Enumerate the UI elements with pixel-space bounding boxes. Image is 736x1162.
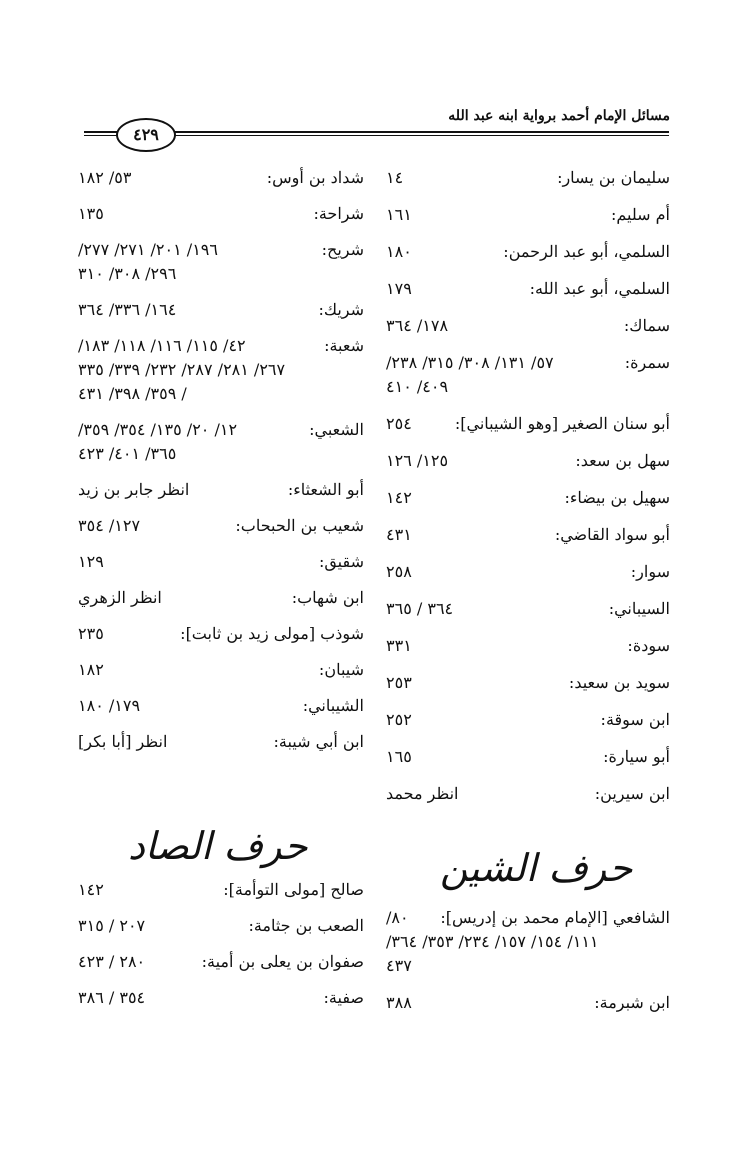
entry-name: السلمي، أبو عبد الرحمن: [503,242,670,261]
index-entry [386,203,670,227]
index-entry [78,950,364,974]
entry-page-refs: ١٤٢ [78,880,104,899]
entry-page-refs: ١٣٥ [78,204,104,223]
index-entry [78,334,364,406]
index-entry [78,658,364,682]
entry-page-refs: ٣٣١ [386,636,412,655]
index-entry [386,745,670,769]
entry-page-refs: ١٧٩ [386,279,412,298]
entry-name: شراحة: [313,204,364,223]
entry-page-refs: ٢٠٧ / ٣١٥ [78,916,146,935]
index-entry [78,622,364,646]
entry-name: سويد بن سعيد: [568,673,670,692]
entry-name: سليمان بن يسار: [557,168,670,187]
entry-page-refs: ٥٣/ ١٨٢ [78,168,132,187]
entry-name: أبو الشعثاء: [287,480,364,499]
index-entry [78,514,364,538]
entry-page-refs-continued: ٤٣٧ [386,956,412,975]
index-entry [78,550,364,574]
index-entry [78,878,364,902]
right-column [386,166,670,819]
index-entry [386,523,670,547]
entry-page-refs: ١٤ [386,168,404,187]
entry-name: الصعب بن جثامة: [248,916,364,935]
entry-page-refs: ٢٥٨ [386,562,412,581]
entry-name: شوذب [مولى زيد بن ثابت]: [180,624,364,643]
entry-name: ابن سوقة: [600,710,670,729]
index-entry [386,240,670,264]
entry-page-refs: ٨٠/ [386,908,409,927]
entry-name: سمرة: [624,353,670,372]
entry-name: أم سليم: [610,205,670,224]
entry-name: صفية: [323,988,364,1007]
entry-page-refs: ١٧٩/ ١٨٠ [78,696,141,715]
entry-page-refs: ١٢٩ [78,552,104,571]
entry-page-refs: ٣٦٤ / ٣٦٥ [386,599,454,618]
index-entry [78,166,364,190]
section-title-sheen: حرف الشين [440,846,633,890]
entry-name: أبو سواد القاضي: [554,525,670,544]
index-entry [78,238,364,286]
index-entry [386,449,670,473]
entry-page-refs: ٢٥٤ [386,414,412,433]
entry-name: سوار: [630,562,670,581]
entry-page-refs: ١٢٥/ ١٢٦ [386,451,449,470]
entry-page-refs: ١٨٢ [78,660,104,679]
entry-page-refs: ١٩٦/ ٢٠١/ ٢٧١/ ٢٧٧/ [78,240,218,259]
entry-page-refs: ٥٧/ ١٣١/ ٣٠٨/ ٣١٥/ ٢٣٨/ [386,353,554,372]
index-entry [78,914,364,938]
entry-name: سودة: [627,636,670,655]
index-entry [386,671,670,695]
entry-name: الشيباني: [302,696,364,715]
entry-name: صالح [مولى التوأمة]: [223,880,364,899]
entry-name: سهيل بن بيضاء: [564,488,670,507]
index-entry [78,586,364,610]
entry-page-refs: ٣٨٨ [386,993,412,1012]
entry-page-refs-continued: ٢٩٦/ ٣٠٨/ ٣١٠ [78,264,177,283]
entry-name: أبو سنان الصغير [وهو الشيباني]: [454,414,670,433]
index-entry [386,560,670,584]
entry-page-refs: انظر الزهري [78,588,162,607]
left-column [78,166,364,766]
entry-name: شداد بن أوس: [266,168,364,187]
entry-page-refs-continued: ٤٠٩/ ٤١٠ [386,377,449,396]
entry-name: ابن أبي شيبة: [273,732,364,751]
index-entry [386,486,670,510]
entry-page-refs: ٢٥٢ [386,710,412,729]
index-entry [78,298,364,322]
entry-name: شيبان: [318,660,364,679]
entry-name: شريح: [321,240,364,259]
entry-name: ابن شبرمة: [594,993,670,1012]
index-entry [386,597,670,621]
entry-name: سهل بن سعد: [575,451,670,470]
entry-page-refs-continued: / ٣٥٩/ ٣٩٨/ ٤٣١ [78,384,187,403]
index-entry [78,478,364,502]
index-entry [78,418,364,466]
index-entry [78,202,364,226]
entry-page-refs: ١٢/ ٢٠/ ١٣٥/ ٣٥٤/ ٣٥٩/ [78,420,238,439]
running-header-title: مسائل الإمام أحمد برواية ابنه عبد الله [448,108,670,124]
page-number: ٤٢٩ [116,118,176,152]
entry-page-refs: ١٨٠ [386,242,412,261]
entry-page-refs-continued: ٢٦٧/ ٢٨١/ ٢٨٧/ ٢٣٢/ ٣٣٩/ ٣٣٥ [78,360,286,379]
left-column-second [78,878,364,1022]
entry-page-refs: ١٢٧/ ٣٥٤ [78,516,141,535]
entry-name: سماك: [623,316,670,335]
entry-name: شعيب بن الحبحاب: [235,516,364,535]
index-entry [386,991,670,1015]
entry-page-refs: ٢٥٣ [386,673,412,692]
index-entry [386,277,670,301]
entry-page-refs: ٤٢/ ١١٥/ ١١٦/ ١١٨/ ١٨٣/ [78,336,246,355]
entry-page-refs-continued: ١١١/ ١٥٤/ ١٥٧/ ٢٣٤/ ٣٥٣/ ٣٦٤/ [386,932,599,951]
entry-name: شريك: [318,300,364,319]
entry-name: ابن سيرين: [594,784,670,803]
index-entry [386,782,670,806]
section-title-saad: حرف الصاد [128,824,308,868]
index-entry [78,986,364,1010]
entry-name: ابن شهاب: [291,588,364,607]
index-entry [386,906,670,978]
entry-name: السيباني: [608,599,670,618]
entry-name: شقيق: [318,552,364,571]
entry-page-refs: ٢٣٥ [78,624,104,643]
index-entry [386,351,670,399]
entry-page-refs: ١٤٢ [386,488,412,507]
entry-page-refs: انظر محمد [386,784,459,803]
entry-name: صفوان بن يعلى بن أمية: [201,952,364,971]
entry-page-refs: ٤٣١ [386,525,412,544]
entry-page-refs: ٣٥٤ / ٣٨٦ [78,988,146,1007]
index-entry [78,730,364,754]
entry-page-refs: ٢٨٠ / ٤٢٣ [78,952,146,971]
entry-page-refs: انظر [أبا بكر] [78,732,168,751]
entry-name: شعبة: [324,336,364,355]
entry-page-refs: انظر جابر بن زيد [78,480,190,499]
index-entry [386,166,670,190]
entry-page-refs: ١٦٤/ ٣٣٦/ ٣٦٤ [78,300,177,319]
entry-page-refs: ١٧٨/ ٣٦٤ [386,316,449,335]
entry-page-refs-continued: ٣٦٥/ ٤٠١/ ٤٢٣ [78,444,177,463]
entry-name: أبو سيارة: [603,747,670,766]
index-entry [386,412,670,436]
entry-page-refs: ١٦٥ [386,747,412,766]
entry-page-refs: ١٦١ [386,205,412,224]
entry-name: الشافعي [الإمام محمد بن إدريس]: [440,908,670,927]
index-entry [386,634,670,658]
entry-name: السلمي، أبو عبد الله: [529,279,670,298]
right-column-second [386,906,670,1028]
index-entry [386,708,670,732]
index-entry [78,694,364,718]
index-entry [386,314,670,338]
entry-name: الشعبي: [309,420,364,439]
